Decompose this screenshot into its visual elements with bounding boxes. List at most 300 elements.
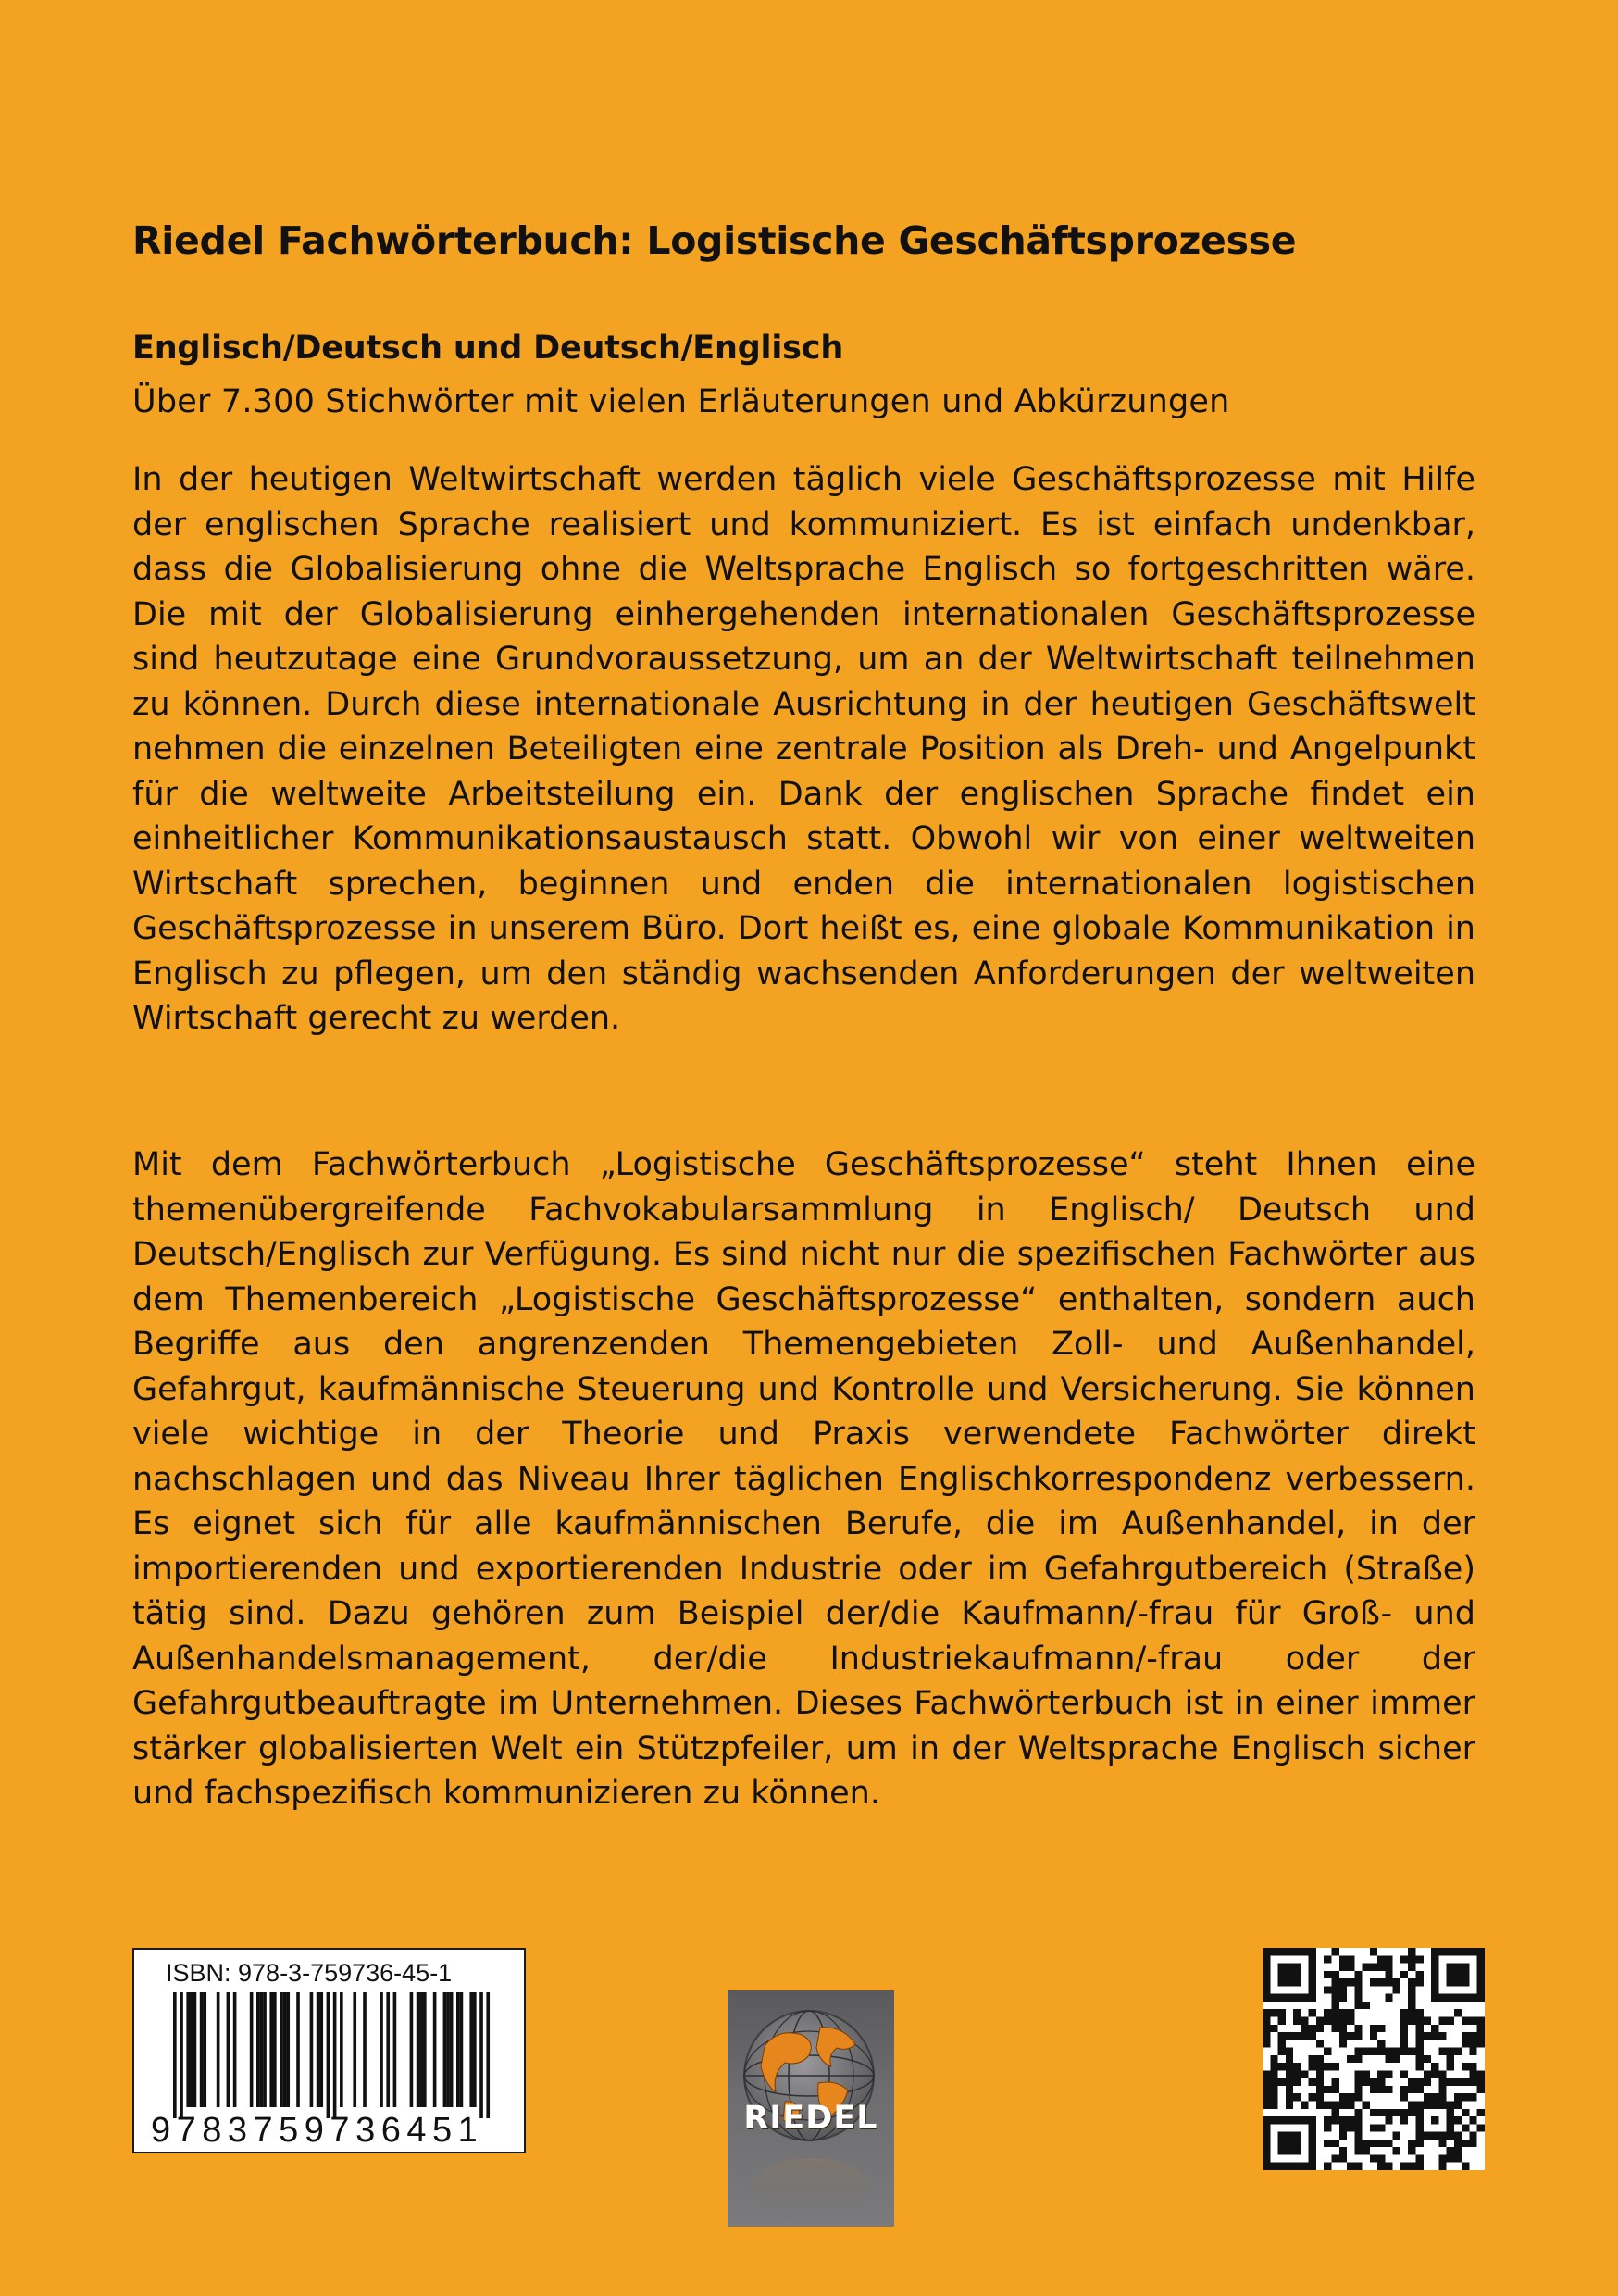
qr-module: [1293, 2016, 1301, 2024]
barcode-bar: [386, 1992, 390, 2107]
qr-module: [1301, 2070, 1308, 2078]
qr-module: [1469, 2140, 1476, 2147]
qr-module: [1447, 2063, 1454, 2070]
qr-module: [1385, 2048, 1392, 2055]
qr-module: [1316, 2016, 1324, 2024]
qr-module: [1416, 2009, 1424, 2016]
qr-module: [1447, 1964, 1470, 1987]
qr-module: [1438, 2048, 1446, 2055]
qr-module: [1469, 2132, 1476, 2140]
qr-module: [1393, 2147, 1400, 2154]
qr-module: [1331, 2009, 1338, 2016]
barcode-bar: [417, 1992, 420, 2107]
qr-module: [1286, 2032, 1293, 2040]
qr-module: [1454, 2093, 1462, 2101]
qr-module: [1454, 2009, 1462, 2016]
qr-module: [1400, 2025, 1408, 2032]
qr-module: [1400, 2163, 1408, 2170]
qr-module: [1408, 2163, 1415, 2170]
qr-module: [1477, 2016, 1485, 2024]
qr-module: [1293, 2032, 1301, 2040]
qr-module: [1263, 2086, 1270, 2093]
qr-module: [1331, 2063, 1338, 2070]
qr-module: [1400, 2070, 1408, 2078]
qr-module: [1370, 1964, 1377, 1971]
qr-module: [1278, 2016, 1286, 2024]
qr-module: [1347, 1964, 1354, 1971]
qr-module: [1469, 2070, 1476, 2078]
qr-module: [1424, 2016, 1431, 2024]
qr-module: [1477, 2086, 1485, 2093]
qr-module: [1278, 2078, 1286, 2086]
qr-module: [1438, 2163, 1446, 2170]
qr-module: [1431, 2032, 1438, 2040]
qr-module: [1424, 2078, 1431, 2086]
qr-module: [1293, 2070, 1301, 2078]
qr-module: [1370, 1948, 1377, 1955]
qr-module: [1377, 2070, 1385, 2078]
publisher-logo: [728, 1990, 894, 2227]
qr-module: [1370, 2032, 1377, 2040]
qr-module: [1339, 2025, 1347, 2032]
barcode-bar: [190, 1992, 193, 2107]
barcode-bar: [173, 1992, 177, 2118]
qr-module: [1354, 2032, 1362, 2040]
qr-module: [1293, 2063, 1301, 2070]
qr-module: [1278, 2063, 1286, 2070]
qr-module: [1324, 2086, 1331, 2093]
qr-module: [1301, 2016, 1308, 2024]
qr-module: [1408, 2016, 1415, 2024]
qr-module: [1301, 2032, 1308, 2040]
qr-module: [1278, 2048, 1286, 2055]
qr-module: [1347, 2116, 1354, 2124]
qr-module: [1438, 2032, 1446, 2040]
barcode-bar: [460, 1992, 464, 2107]
qr-module: [1416, 2140, 1424, 2147]
barcode-bar: [233, 1992, 237, 2107]
barcode-bar: [217, 1992, 220, 2107]
qr-module: [1331, 2002, 1338, 2009]
qr-module: [1339, 2016, 1347, 2024]
qr-module: [1469, 2078, 1476, 2086]
qr-module: [1477, 2040, 1485, 2047]
qr-module: [1408, 1948, 1415, 1955]
qr-module: [1324, 1986, 1331, 1993]
qr-module: [1347, 1978, 1354, 1986]
qr-module: [1408, 2102, 1415, 2109]
qr-module: [1385, 2070, 1392, 2078]
qr-module: [1477, 2070, 1485, 2078]
qr-module: [1339, 2009, 1347, 2016]
qr-module: [1438, 2093, 1446, 2101]
qr-module: [1309, 2009, 1316, 2016]
qr-module: [1400, 2086, 1408, 2093]
qr-module: [1354, 2116, 1362, 2124]
barcode-bar: [180, 1992, 183, 2118]
qr-module: [1316, 2040, 1324, 2047]
barcode-bar: [280, 1992, 283, 2107]
book-tagline: Über 7.300 Stichwörter mit vielen Erläuterungen und Abkürzungen: [132, 383, 1230, 420]
qr-module: [1324, 2009, 1331, 2016]
qr-module: [1270, 2025, 1277, 2032]
qr-module: [1431, 2116, 1438, 2124]
qr-module: [1393, 2109, 1400, 2116]
qr-module: [1400, 2016, 1408, 2024]
barcode-bar: [203, 1992, 206, 2107]
qr-module: [1324, 1971, 1331, 1978]
qr-module: [1263, 2032, 1270, 2040]
barcode-bar: [363, 1992, 367, 2107]
qr-module: [1462, 2032, 1469, 2040]
qr-module: [1454, 2048, 1462, 2055]
qr-module: [1270, 2102, 1277, 2109]
qr-module: [1477, 2124, 1485, 2131]
qr-module: [1385, 1955, 1392, 1963]
barcode-bar: [333, 1992, 337, 2118]
barcode-bar: [256, 1992, 260, 2107]
qr-module: [1263, 2016, 1270, 2024]
qr-module: [1469, 2093, 1476, 2101]
barcode-bar: [469, 1992, 473, 2107]
qr-module: [1347, 2009, 1354, 2016]
qr-module: [1447, 2048, 1454, 2055]
barcode-bar: [263, 1992, 267, 2107]
qr-module: [1385, 2055, 1392, 2063]
qr-module: [1462, 2093, 1469, 2101]
qr-module: [1286, 2048, 1293, 2055]
qr-module: [1454, 2078, 1462, 2086]
qr-module: [1393, 1986, 1400, 1993]
qr-module: [1377, 2025, 1385, 2032]
qr-module: [1354, 1986, 1362, 1993]
qr-module: [1347, 2102, 1354, 2109]
qr-module: [1331, 1994, 1338, 2002]
qr-module: [1416, 2055, 1424, 2063]
qr-module: [1469, 2048, 1476, 2055]
qr-module: [1400, 2093, 1408, 2101]
qr-module: [1263, 2025, 1270, 2032]
barcode-bar: [353, 1992, 356, 2107]
qr-module: [1331, 2078, 1338, 2086]
qr-module: [1309, 2032, 1316, 2040]
qr-module: [1462, 2124, 1469, 2131]
qr-module: [1331, 2116, 1338, 2124]
qr-module: [1377, 1955, 1385, 1963]
qr-module: [1324, 2124, 1331, 2131]
qr-module: [1377, 2124, 1385, 2131]
barcode-digits: 9783759736451: [151, 2111, 484, 2150]
qr-module: [1263, 2093, 1270, 2101]
qr-module: [1408, 1978, 1415, 1986]
qr-module: [1331, 2154, 1338, 2162]
description-paragraph-2: Mit dem Fachwörterbuch „Logistische Geschäftsprozesse“ steht Ihnen eine themenübergreifende Fachvokabularsammlung in Englisch/ Deutsch und Deutsch/Englisch zur Verfügung. Es sind nicht nur die spezifischen Fachwörter aus dem Themenbereich „Logistische Geschäftsprozesse“ enthalten, sondern auch Begriffe aus den angrenzenden Themengebieten Zoll- und Außenhandel, Gefahrgut, kaufmännische Steuerung und Kontrolle und Versicherung. Sie können viele wichtige in der Theorie und Praxis verwendete Fachwörter direkt nachschlagen und das Niveau Ihrer täglichen Englischkorrespondenz verbessern. Es eignet sich für alle kaufmännischen Berufe, die im Außenhandel, in der importierenden und exportierenden Industrie oder im Gefahrgutbereich (Straße) tätig sind. Dazu gehören zum Beispiel der/die Kaufmann/-frau für Groß- und Außenhandelsmanagement, der/die Industriekaufmann/-frau oder der Gefahrgutbeauftragte im Unternehmen. Dieses Fachwörterbuch ist in einer immer stärker globalisierten Welt ein Stützpfeiler, um in der Weltsprache Englisch sicher und fachspezifisch kommunizieren zu können.: [132, 1146, 1475, 1812]
barcode-bar: [419, 1992, 423, 2107]
qr-module: [1278, 2032, 1286, 2040]
qr-module: [1454, 2102, 1462, 2109]
qr-module: [1354, 2124, 1362, 2131]
qr-module: [1316, 2025, 1324, 2032]
qr-module: [1393, 1978, 1400, 1986]
qr-module: [1354, 2093, 1362, 2101]
qr-module: [1424, 2093, 1431, 2101]
qr-module: [1354, 2109, 1362, 2116]
qr-module: [1400, 1971, 1408, 1978]
book-subtitle: Englisch/Deutsch und Deutsch/Englisch: [132, 330, 844, 367]
barcode-bar: [327, 1992, 330, 2118]
qr-module: [1424, 2032, 1431, 2040]
qr-module: [1331, 2109, 1338, 2116]
qr-module: [1347, 2055, 1354, 2063]
qr-module: [1454, 2132, 1462, 2140]
qr-module: [1416, 2048, 1424, 2055]
barcode-bar: [450, 1992, 454, 2107]
qr-module: [1370, 1978, 1377, 1986]
qr-module: [1354, 2025, 1362, 2032]
qr-module: [1454, 2147, 1462, 2154]
qr-module: [1331, 1948, 1338, 1955]
qr-module: [1363, 2140, 1370, 2147]
qr-module: [1286, 2102, 1293, 2109]
qr-module: [1270, 2063, 1277, 2070]
qr-module: [1400, 2048, 1408, 2055]
qr-module: [1377, 2140, 1385, 2147]
qr-module: [1377, 2163, 1385, 2170]
qr-module: [1416, 2032, 1424, 2040]
barcode-bar: [423, 1992, 427, 2107]
qr-module: [1416, 2163, 1424, 2170]
qr-module: [1431, 2025, 1438, 2032]
qr-module: [1447, 2078, 1454, 2086]
qr-module: [1469, 2032, 1476, 2040]
qr-module: [1309, 2025, 1316, 2032]
qr-module: [1339, 2093, 1347, 2101]
qr-module: [1370, 2124, 1377, 2131]
qr-module: [1431, 2093, 1438, 2101]
qr-module: [1454, 2154, 1462, 2162]
qr-module: [1462, 2063, 1469, 2070]
qr-module: [1354, 2140, 1362, 2147]
qr-module: [1431, 2070, 1438, 2078]
qr-module: [1293, 2078, 1301, 2086]
qr-module: [1263, 2102, 1270, 2109]
qr-module: [1309, 2063, 1316, 2070]
qr-module: [1408, 1964, 1415, 1971]
qr-module: [1316, 2070, 1324, 2078]
qr-module: [1324, 2063, 1331, 2070]
qr-module: [1309, 2055, 1316, 2063]
qr-module: [1477, 2109, 1485, 2116]
qr-module: [1408, 2048, 1415, 2055]
qr-module: [1462, 2078, 1469, 2086]
qr-module: [1354, 2070, 1362, 2078]
qr-module: [1400, 2009, 1408, 2016]
qr-module: [1416, 1955, 1424, 1963]
qr-module: [1309, 2078, 1316, 2086]
qr-module: [1462, 2109, 1469, 2116]
isbn-barcode: [132, 1948, 526, 2153]
qr-module: [1424, 2055, 1431, 2063]
qr-module: [1416, 1978, 1424, 1986]
qr-module: [1462, 2140, 1469, 2147]
qr-module: [1393, 2055, 1400, 2063]
qr-module: [1354, 2055, 1362, 2063]
qr-module: [1385, 2140, 1392, 2147]
qr-module: [1354, 1978, 1362, 1986]
qr-module: [1278, 2009, 1286, 2016]
barcode-bar: [227, 1992, 230, 2107]
qr-module: [1324, 2016, 1331, 2024]
qr-module: [1469, 2016, 1476, 2024]
qr-module: [1354, 2132, 1362, 2140]
qr-module: [1363, 2048, 1370, 2055]
qr-module: [1363, 2078, 1370, 2086]
barcode-bar: [380, 1992, 383, 2107]
qr-module: [1377, 2040, 1385, 2047]
qr-module: [1263, 2040, 1270, 2047]
qr-module: [1324, 1955, 1331, 1963]
qr-module: [1286, 2063, 1293, 2070]
qr-module: [1477, 2025, 1485, 2032]
qr-module: [1377, 2086, 1385, 2093]
qr-module: [1416, 2016, 1424, 2024]
barcode-bar: [443, 1992, 447, 2107]
qr-code: [1263, 1948, 1485, 2170]
qr-module: [1408, 2140, 1415, 2147]
qr-module: [1385, 2109, 1392, 2116]
logo-wordmark: RIEDEL: [743, 2100, 878, 2137]
qr-module: [1286, 2093, 1293, 2101]
qr-module: [1286, 2086, 1293, 2093]
qr-module: [1454, 2116, 1462, 2124]
qr-module: [1316, 2093, 1324, 2101]
qr-module: [1385, 2116, 1392, 2124]
qr-module: [1416, 2154, 1424, 2162]
qr-module: [1469, 2063, 1476, 2070]
qr-module: [1339, 2132, 1347, 2140]
barcode-bar: [193, 1992, 197, 2107]
qr-module: [1293, 2093, 1301, 2101]
qr-module: [1447, 2016, 1454, 2024]
qr-module: [1278, 2132, 1301, 2155]
barcode-bar: [269, 1992, 273, 2107]
isbn-label: ISBN: 978-3-759736-45-1: [166, 1959, 453, 1987]
qr-module: [1270, 2070, 1277, 2078]
qr-module: [1324, 2102, 1331, 2109]
qr-module: [1408, 1986, 1415, 1993]
qr-module: [1416, 2063, 1424, 2070]
qr-module: [1416, 2078, 1424, 2086]
qr-module: [1347, 2124, 1354, 2131]
qr-module: [1438, 2078, 1446, 2086]
qr-module: [1354, 2078, 1362, 2086]
qr-module: [1363, 2147, 1370, 2154]
qr-module: [1301, 2102, 1308, 2109]
qr-module: [1339, 2102, 1347, 2109]
qr-module: [1363, 2002, 1370, 2009]
qr-module: [1408, 1955, 1415, 1963]
qr-module: [1270, 2055, 1277, 2063]
qr-module: [1354, 1994, 1362, 2002]
qr-module: [1354, 2147, 1362, 2154]
qr-module: [1438, 2016, 1446, 2024]
qr-module: [1339, 2116, 1347, 2124]
qr-module: [1385, 1964, 1392, 1971]
barcode-bar: [433, 1992, 437, 2107]
qr-module: [1324, 2163, 1331, 2170]
qr-module: [1278, 1964, 1301, 1987]
qr-module: [1377, 1964, 1385, 1971]
barcode-bar: [273, 1992, 277, 2107]
qr-module: [1331, 2086, 1338, 2093]
qr-module: [1331, 1978, 1338, 1986]
qr-module: [1309, 2093, 1316, 2101]
qr-module: [1339, 2032, 1347, 2040]
qr-module: [1438, 2154, 1446, 2162]
barcode-bar: [286, 1992, 290, 2107]
qr-module: [1263, 2070, 1270, 2078]
barcode-bar: [456, 1992, 460, 2107]
qr-module: [1408, 2078, 1415, 2086]
qr-code-icon: [1263, 1948, 1485, 2170]
qr-module: [1286, 2055, 1293, 2063]
barcode-bar: [283, 1992, 287, 2107]
qr-module: [1370, 2154, 1377, 2162]
qr-module: [1331, 2025, 1338, 2032]
qr-module: [1385, 2163, 1392, 2170]
qr-module: [1408, 1994, 1415, 2002]
qr-module: [1393, 2048, 1400, 2055]
qr-module: [1347, 1955, 1354, 1963]
qr-module: [1377, 1978, 1385, 1986]
qr-module: [1370, 2086, 1377, 2093]
qr-module: [1477, 2032, 1485, 2040]
qr-module: [1347, 2016, 1354, 2024]
qr-module: [1408, 2147, 1415, 2154]
qr-module: [1447, 2147, 1454, 2154]
qr-module: [1408, 2086, 1415, 2093]
qr-module: [1331, 2016, 1338, 2024]
qr-module: [1316, 2078, 1324, 2086]
qr-module: [1270, 2093, 1277, 2101]
qr-module: [1347, 2093, 1354, 2101]
qr-module: [1377, 2048, 1385, 2055]
qr-module: [1286, 2078, 1293, 2086]
barcode-bar: [340, 1992, 343, 2107]
qr-module: [1263, 2078, 1270, 2086]
qr-module: [1301, 2025, 1308, 2032]
barcode-bar: [486, 1992, 490, 2118]
qr-module: [1385, 1978, 1392, 1986]
qr-module: [1400, 2040, 1408, 2047]
qr-module: [1363, 2102, 1370, 2109]
qr-module: [1339, 2154, 1347, 2162]
barcode-bar: [186, 1992, 190, 2107]
description-paragraph-1: In der heutigen Weltwirtschaft werden täglich viele Geschäftsprozesse mit Hilfe der englischen Sprache realisiert und kommuniziert. Es ist einfach undenkbar, dass die Globalisierung ohne die Weltsprache Englisch so fortgeschritten wäre. Die mit der Globalisierung einhergehenden internationalen Geschäftsprozesse sind heutzutage eine Grundvoraussetzung, um an der Weltwirtschaft teilnehmen zu können. Durch diese internationale Ausrichtung in der heutigen Geschäftswelt nehmen die einzelnen Beteiligten eine zentrale Position als Dreh- und Angelpunkt für die weltweite Arbeitsteilung ein. Dank der englischen Sprache findet ein einheitlicher Kommunikationsaustausch statt. Obwohl wir von einer weltweiten Wirtschaft sprechen, beginnen und enden die internationalen logistischen Geschäftsprozesse in unserem Büro. Dort heißt es, eine globale Kommunikation in Englisch zu pflegen, um den ständig wachsenden Anforderungen der weltweiten Wirtschaft gerecht zu werden.: [132, 461, 1475, 1037]
qr-module: [1339, 1978, 1347, 1986]
qr-module: [1377, 2154, 1385, 2162]
qr-module: [1385, 1994, 1392, 2002]
barcode-bar: [250, 1992, 254, 2107]
qr-module: [1316, 2055, 1324, 2063]
qr-module: [1416, 2025, 1424, 2032]
qr-module: [1438, 2086, 1446, 2093]
qr-module: [1324, 2140, 1331, 2147]
qr-module: [1316, 2086, 1324, 2093]
qr-module: [1339, 2147, 1347, 2154]
qr-module: [1370, 2109, 1377, 2116]
barcode-bar: [310, 1992, 314, 2107]
